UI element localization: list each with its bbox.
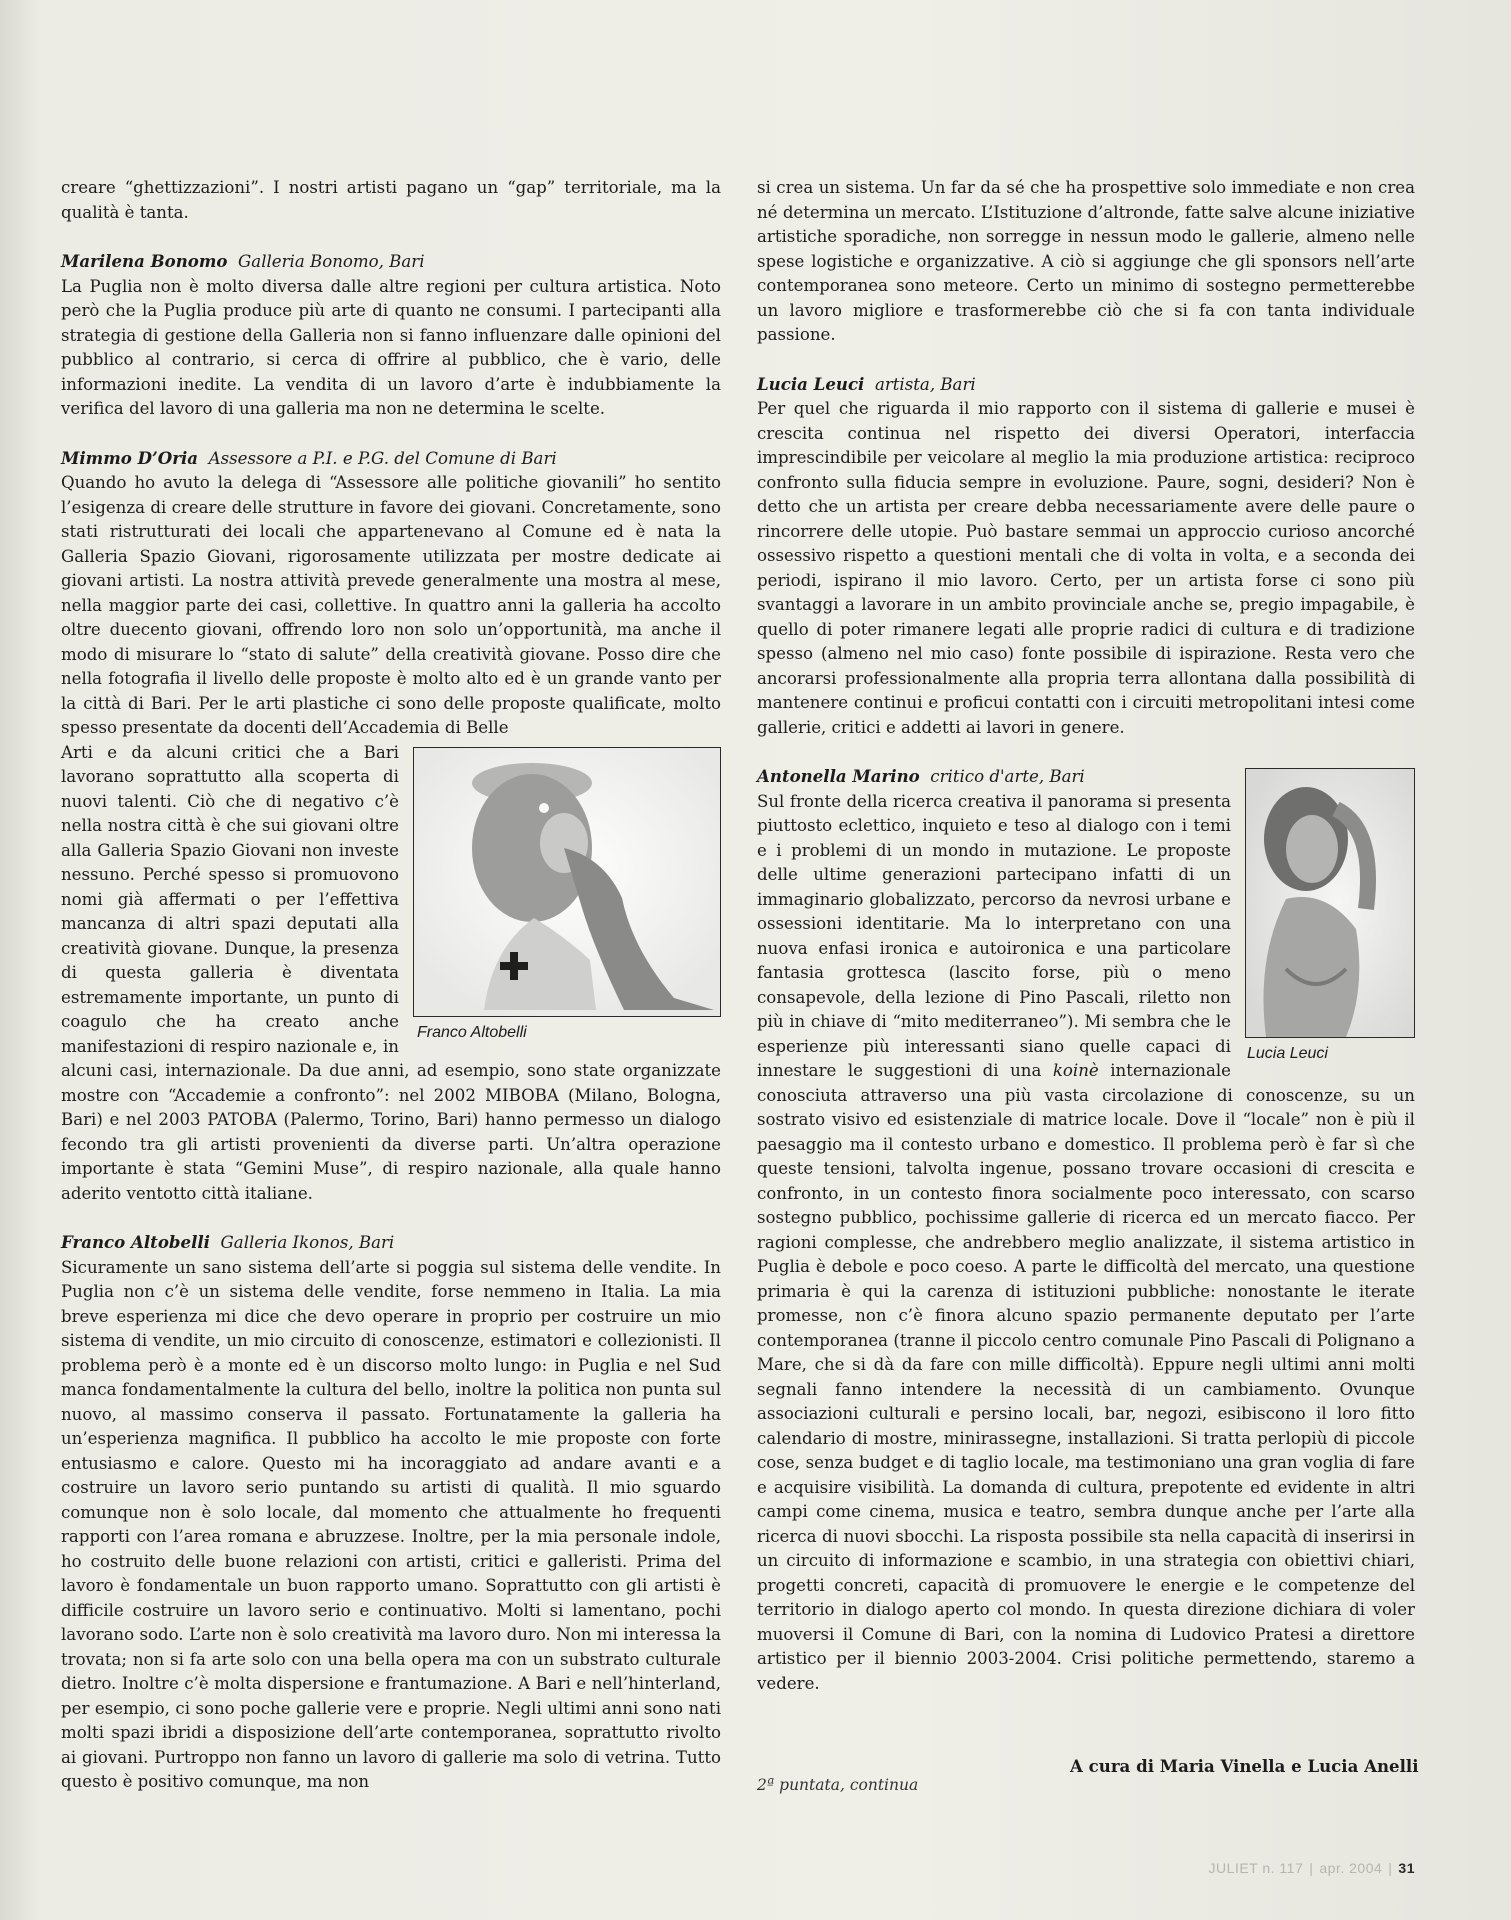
bonomo-text: La Puglia non è molto diversa dalle altre regioni per cultura artistica. Noto però che la Puglia produce più arte di quanto ne consumi. I partecipanti alla strategia di gestione della Galleria non si fanno influenzare dalle opinioni del pubblico al contrario, si cerca di offrire al pubblico, che è vario, delle informazioni inedite. La vendita di un lavoro d’arte è indubbiamente la verifica del lavoro di una galleria ma non ne determina le scelte. [61,276,721,418]
issue-date: apr. 2004 [1319,1860,1383,1876]
portrait-image [414,748,720,1016]
doria-text-part1: Quando ho avuto la delega di “Assessore alle politiche giovanili” ho sentito l’esigenza di creare delle strutture in favore dei giovani. Concretamente, sono stati ristrutturati dei locali che appartenevano al Comune ed è nata la Galleria Spazio Giovani, rigorosamente utilizzata per mostre dedicate ai giovani artisti. La nostra attività prevede generalmente una mostra al mese, nella maggior parte dei casi, collettive. In quattro anni la galleria ha accolto oltre duecento giovani, offrendo loro non solo un’opportunità, ma anche il modo di misurare lo “stato di salute” della creatività giovane. Posso dire che nella fotografia il livello delle proposte è molto alto ed è un grande vanto per la città di Bari. Per le arti plastiche ci sono delle proposte qualificate, molto spesso presentate da docenti dell’Accademia di Belle [61,473,721,737]
interviewee-role: Assessore a P.I. e P.G. del Comune di Bari [208,448,557,468]
marino-text-part2: internazionale conosciuta attraverso una più vasta circolazione di conoscenze, su un sostrato visivo ed esistenziale di matrice locale. Dove il “locale” non è più il paesaggio ma il contesto urbano e domestico. Il problema però è far sì che queste tensioni, talvolta ingenue, possano trovare occasioni di crescita e confronto, in un contesto finora socialmente poco interessato, con scarso sostegno pubblico, pochissime gallerie di ricerca ed un mercato fiacco. Per ragioni complesse, che andrebbero meglio analizzate, il sistema artistico in Puglia è debole e poco coeso. A parte le difficoltà del mercato, una questione primaria è qui la carenza di istituzioni pubbliche: nonostante le iterate promesse, non c’è finora alcuno spazio permanente deputato per l’arte contemporanea (tranne il piccolo centro comunale Pino Pascali di Polignano a Mare, che si dà da fare con mille difficoltà). Eppure negli ultimi anni molti segnali fanno intendere la necessità di un cambiamento. Ovunque associazioni culturali e persino locali, bar, negozi, esibiscono il loro fitto calendario di mostre, minirassegne, installazioni. Si tratta perlopiù di piccole cose, senza budget e di taglio locale, ma testimoniano una gran voglia di fare e acquisire visibilità. La domanda di cultura, prepotente ed evidente in altri campi come cinema, musica e teatro, sembra dunque anche per l’arte alla ricerca di nuovi sbocchi. La risposta possibile sta nella capacità di inserirsi in un circuito di informazione e scambio, in una strategia con obiettivi chiari, progetti concreti, capacità di promuovere le energie e le competenze del territorio in dialogo aperto col mondo. In questa direzione dichiara di voler muoversi il Comune di Bari, con la nomina di Ludovico Pratesi a direttore artistico per il biennio 2003-2004. Crisi politiche permettendo, staremo a vedere. [757,1061,1415,1693]
photo-caption: Lucia Leuci [1247,1045,1328,1062]
photo-figure-leuci [1245,768,1415,1064]
interview-heading-doria [61,446,721,472]
interview-heading-bonomo [61,249,721,275]
interviewee-role: Galleria Bonomo, Bari [238,252,425,271]
interview-heading-leuci [757,372,1415,398]
interviewee-name: Mimmo D’Oria [61,447,199,468]
left-column [61,176,721,1795]
marino-text-part1: Sul fronte della ricerca creativa il panorama si presenta piuttosto eclettico, inquieto e teso al dialogo con i temi e i problemi di un mondo in mutazione. Le proposte delle ultime generazioni partecipano infatti di un immaginario globalizzato, percorso da nevrosi urbane e ossessioni identitarie. Ma lo interpretano con una nuova enfasi ironica e autoironica e una particolare fantasia grottesca (lascito forse, più o meno consapevole, della lezione di Pino Pascali, riletto non più in chiave di “mito mediterraneo”). Mi sembra che le esperienze più interessanti siano quelle capaci di innestare le suggestioni di una [757,791,1231,1080]
right-column [757,176,1415,1696]
interviewee-role: artista, Bari [874,374,976,394]
page-footer: JULIET n. 117 | apr. 2004 | 31 [1208,1860,1415,1876]
interviewee-role: Galleria Ikonos, Bari [220,1233,395,1252]
intro-paragraph: creare “ghettizzazioni”. I nostri artisti pagano un “gap” territoriale, ma la qualità è tanta. [61,178,721,222]
interview-heading-altobelli [61,1230,721,1256]
photo-caption: Franco Altobelli [417,1023,527,1041]
portrait-image [1246,769,1414,1037]
interviewee-name: Lucia Leuci [757,373,865,394]
photo-figure-altobelli [413,747,721,1043]
article-credit: A cura di Maria Vinella e Lucia Anelli [1070,1756,1419,1776]
magazine-issue: JULIET n. 117 [1208,1860,1304,1876]
doria-text-part2: Arti e da alcuni critici che a Bari lavorano soprattutto alla scoperta di nuovi talenti. Ciò che di negativo c’è nella nostra città è che sui giovani oltre alla Galleria Spazio Giovani non investe nessuno. Perché spesso si promuovono nomi già affermati o per l’effettiva mancanza di altri spazi deputati alla creatività giovane. Dunque, la presenza di questa galleria è diventata estremamente importante, un punto di coagulo che ha creato anche manifestazioni di respiro nazionale e, in alcuni casi, internazionale. Da due anni, ad esempio, sono state organizzate mostre con “Accademie a confronto”: nel 2002 MIBOBA (Milano, Bologna, Bari) e nel 2003 PATOBA (Palermo, Torino, Bari) hanno permesso un dialogo fecondo tra gli artisti provenienti da diverse parti. Un’altra operazione importante è stata “Gemini Muse”, di respiro nazionale, alla quale hanno aderito ventotto città italiane. [61,742,721,1203]
interviewee-role: critico d'arte, Bari [930,767,1085,786]
leuci-text: Per quel che riguarda il mio rapporto con il sistema di gallerie e musei è crescita continua nel rispetto dei diversi Operatori, interfaccia imprescindibile per veicolare al meglio la mia produzione artistica: reciproco confronto sulla fiducia sempre in evoluzione. Paure, sogni, desideri? Non è detto che un artista per creare debba necessariamente avere delle paure o rincorrere delle utopie. Può bastare semmai un approccio curioso ancorché ossessivo rispetto a questioni mentali che di volta in volta, e a seconda dei periodi, ispirano il mio lavoro. Certo, per un artista forse ci sono più svantaggi a lavorare in un ambito provinciale anche se, pregio impagabile, è quello di poter rimanere legati alle proprie radici di cultura e di tradizione spesso (almeno nel mio caso) fonte possibile di ispirazione. Resta vero che ancorarsi professionalmente alla propria terra allontana dalla possibilità di mantenere continui e proficui contatti con i circuiti metropolitani intesi come gallerie, critici e addetti ai lavori in genere. [757,399,1415,737]
page-number: 31 [1398,1860,1415,1876]
marino-emphasis: koinè [1052,1061,1099,1080]
portrait-photo-altobelli [413,747,721,1017]
interviewee-name: Antonella Marino [757,766,920,786]
continuation-note: 2ª puntata, continua [757,1776,919,1794]
interviewee-name: Marilena Bonomo [61,251,228,271]
portrait-photo-leuci [1245,768,1415,1038]
altobelli-text: Sicuramente un sano sistema dell’arte si poggia sul sistema delle vendite. In Puglia non c’è un sistema delle vendite, forse nemmeno in Italia. La mia breve esperienza mi dice che devo operare in proprio per costruire un mio sistema di vendite, un mio circuito di conoscenze, estimatori e collezionisti. Il problema però è a monte ed è un discorso molto lungo: in Puglia e nel Sud manca fondamentalmente la cultura del bello, inoltre la politica non punta sul nuovo, al massimo conserva il passato. Fortunatamente la galleria ha un’esperienza magnifica. Il pubblico ha accolto le mie proposte con forte entusiasmo e calore. Questo mi ha incoraggiato ad andare avanti e a costruire un lavoro serio puntando su artisti di qualità. Il mio sguardo comunque non è solo locale, dal momento che attualmente ho frequenti rapporti con l’area romana e abruzzese. Inoltre, per la mia personale indole, ho costruito delle buone relazioni con artisti, critici e galleristi. Prima del lavoro è fondamentale un buon rapporto umano. Soprattutto con gli artisti è difficile costruire un lavoro serio e continuativo. Molti si lamentano, pochi lavorano sodo. L’arte non è solo creatività ma lavoro duro. Non mi interessa la trovata; non si fa arte solo con una bella opera ma con un substrato culturale dietro. Inoltre c’è molta dispersione e frantumazione. A Bari e nell’hinterland, per esempio, ci sono poche gallerie vere e proprie. Negli ultimi anni sono nati molti spazi ibridi a disposizione dell’arte contemporanea, soprattutto rivolto ai giovani. Purtroppo non fanno un lavoro di gallerie ma solo di vetrina. Tutto questo è positivo comunque, ma non [61,1257,721,1791]
continuation-paragraph: si crea un sistema. Un far da sé che ha prospettive solo immediate e non crea né determina un mercato. L’Istituzione d’altronde, fatte salve alcune iniziative artistiche sporadiche, non sorregge in nessun modo le gallerie, almeno nelle spese logistiche e organizzative. A ciò si aggiunge che gli sponsors nell’arte contemporanea sono meteore. Certo un minimo di sostegno permetterebbe un lavoro migliore e trasformerebbe ciò che si fa con tanta individuale passione. [757,178,1415,344]
interviewee-name: Franco Altobelli [61,1232,210,1252]
